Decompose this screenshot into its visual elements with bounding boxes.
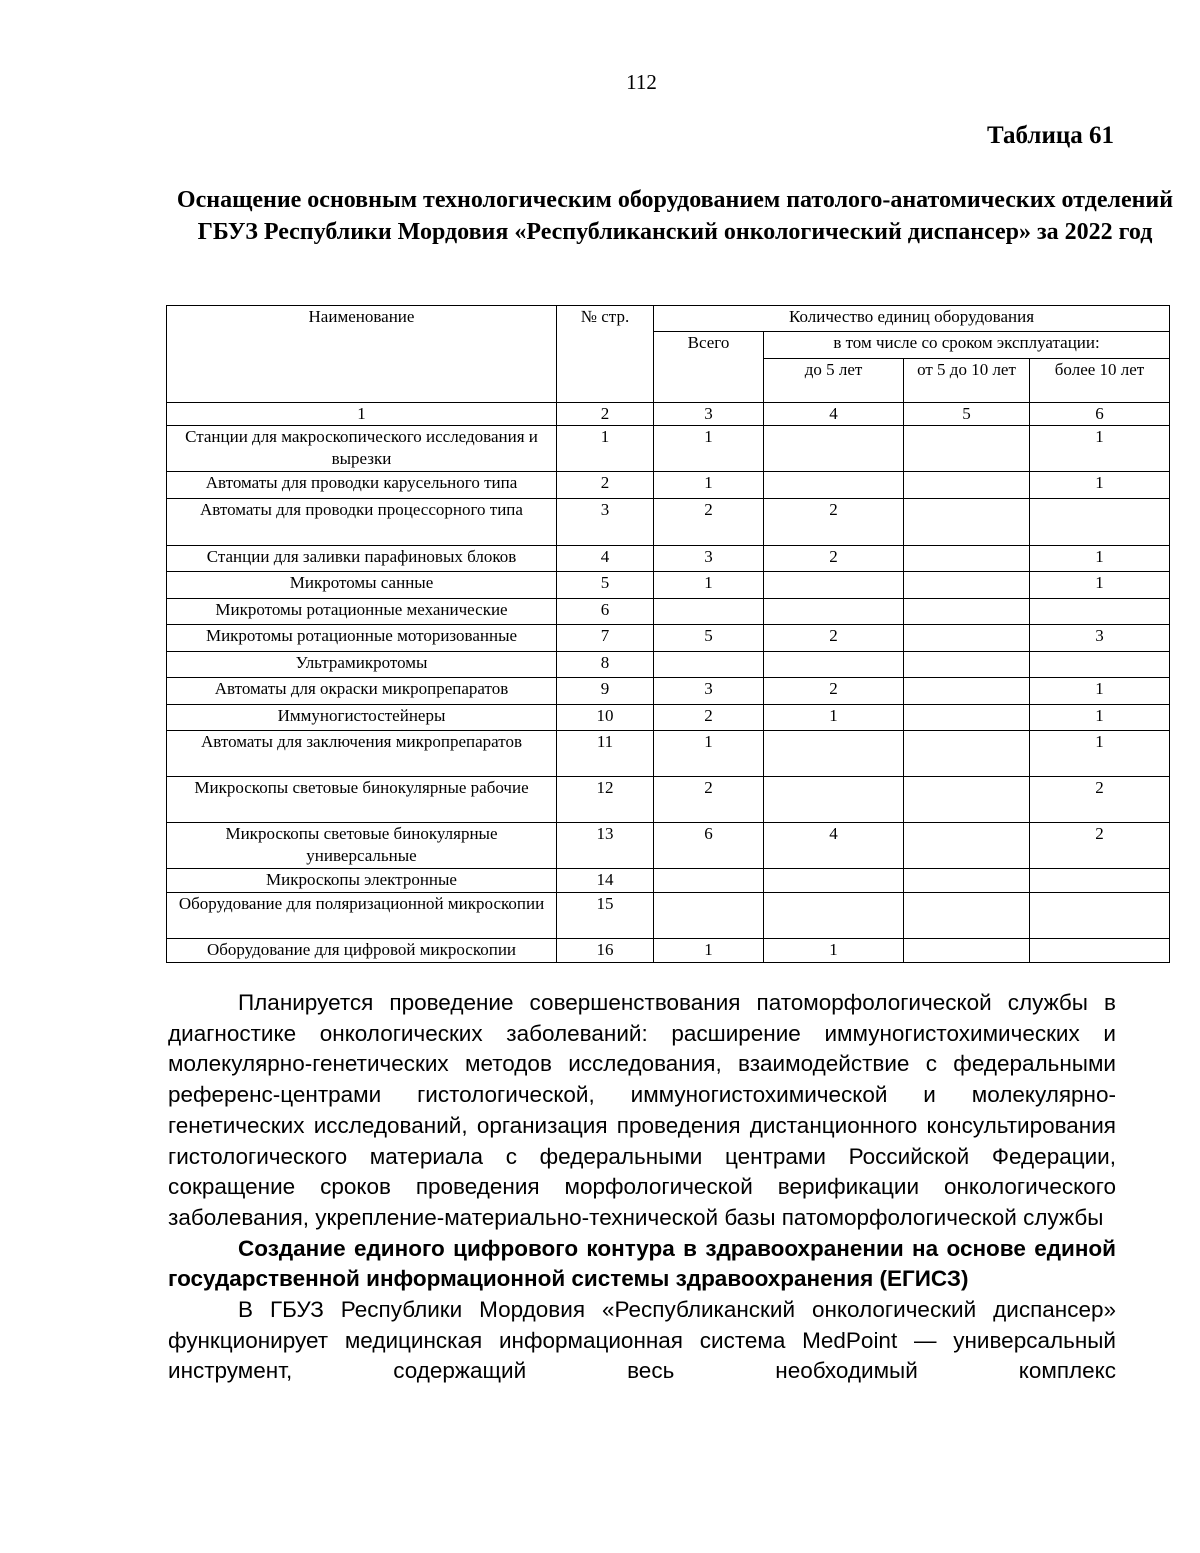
total-count: 3	[654, 678, 764, 705]
row-number: 16	[557, 939, 654, 963]
count-over-10: 2	[1030, 777, 1170, 823]
count-up-to-5	[764, 731, 904, 777]
table-row	[167, 731, 1170, 777]
count-over-10: 1	[1030, 572, 1170, 599]
equipment-name: Оборудование для поляризационной микроскопии	[167, 893, 557, 939]
column-number: 1	[167, 403, 557, 426]
count-over-10	[1030, 893, 1170, 939]
equipment-table	[166, 305, 1170, 963]
header-row-no: № стр.	[557, 306, 654, 403]
row-number: 3	[557, 499, 654, 546]
table-row	[167, 499, 1170, 546]
total-count: 2	[654, 499, 764, 546]
row-number: 2	[557, 472, 654, 499]
equipment-name: Микротомы ротационные моторизованные	[167, 625, 557, 652]
header-by-age: в том числе со сроком эксплуатации:	[764, 332, 1170, 359]
count-5-to-10	[904, 572, 1030, 599]
table-row	[167, 939, 1170, 963]
count-over-10: 1	[1030, 426, 1170, 472]
row-number: 10	[557, 705, 654, 731]
row-number: 12	[557, 777, 654, 823]
table-row	[167, 546, 1170, 572]
table-row	[167, 823, 1170, 869]
count-5-to-10	[904, 499, 1030, 546]
row-number: 14	[557, 869, 654, 893]
count-5-to-10	[904, 939, 1030, 963]
count-over-10	[1030, 599, 1170, 625]
table-row	[167, 705, 1170, 731]
count-over-10: 1	[1030, 731, 1170, 777]
total-count: 2	[654, 705, 764, 731]
body-text	[168, 988, 1116, 1387]
table-row	[167, 572, 1170, 599]
count-up-to-5: 2	[764, 546, 904, 572]
row-number: 7	[557, 625, 654, 652]
count-over-10: 1	[1030, 546, 1170, 572]
count-5-to-10	[904, 678, 1030, 705]
total-count: 5	[654, 625, 764, 652]
total-count	[654, 893, 764, 939]
equipment-name: Автоматы для проводки карусельного типа	[167, 472, 557, 499]
total-count	[654, 652, 764, 678]
paragraph-planning: Планируется проведение совершенствования патоморфологической службы в диагностике онкологических заболеваний: расширение иммуногистохимических и молекулярно-генетических методов исследования, взаимодействие с федеральными референс-центрами гистологической, иммуногистохимической и молекулярно-генетических исследований, организация проведения дистанционного консультирования гистологического материала с федеральными центрами Российской Федерации, сокращение сроков проведения морфологической верификации онкологического заболевания, укрепление-материально-технической базы патоморфологической службы	[168, 990, 1116, 1230]
table-title: Оснащение основным технологическим оборудованием патолого-анатомических отделений ГБУЗ Республики Мордовия «Республиканский онкологический диспансер» за 2022 год	[176, 187, 1174, 245]
total-count	[654, 599, 764, 625]
total-count: 1	[654, 731, 764, 777]
total-count: 1	[654, 426, 764, 472]
count-5-to-10	[904, 426, 1030, 472]
equipment-name: Автоматы для проводки процессорного типа	[167, 499, 557, 546]
equipment-name: Станции для макроскопического исследования и вырезки	[167, 426, 557, 472]
table-row	[167, 777, 1170, 823]
equipment-name: Микроскопы электронные	[167, 869, 557, 893]
header-quantity: Количество единиц оборудования	[654, 306, 1170, 332]
equipment-name: Ультрамикротомы	[167, 652, 557, 678]
row-number: 1	[557, 426, 654, 472]
equipment-name: Иммуногистостейнеры	[167, 705, 557, 731]
paragraph-medpoint: В ГБУЗ Республики Мордовия «Республиканский онкологический диспансер» функционирует медицинская информационная система MedPoint — универсальный инструмент, содержащий весь необходимый комплекс	[168, 1297, 1116, 1384]
count-over-10: 1	[1030, 678, 1170, 705]
count-5-to-10	[904, 705, 1030, 731]
equipment-name: Микроскопы световые бинокулярные универсальные	[167, 823, 557, 869]
count-5-to-10	[904, 472, 1030, 499]
count-over-10	[1030, 652, 1170, 678]
header-total: Всего	[654, 332, 764, 403]
column-number: 6	[1030, 403, 1170, 426]
count-up-to-5	[764, 426, 904, 472]
total-count: 3	[654, 546, 764, 572]
row-number: 13	[557, 823, 654, 869]
count-5-to-10	[904, 777, 1030, 823]
count-5-to-10	[904, 599, 1030, 625]
count-up-to-5: 1	[764, 939, 904, 963]
table-row	[167, 599, 1170, 625]
equipment-name: Микроскопы световые бинокулярные рабочие	[167, 777, 557, 823]
row-number: 4	[557, 546, 654, 572]
total-count: 1	[654, 572, 764, 599]
count-up-to-5	[764, 472, 904, 499]
total-count: 1	[654, 939, 764, 963]
header-up-to-5: до 5 лет	[764, 359, 904, 403]
count-up-to-5: 4	[764, 823, 904, 869]
column-number: 5	[904, 403, 1030, 426]
table-row	[167, 893, 1170, 939]
count-5-to-10	[904, 652, 1030, 678]
count-up-to-5	[764, 893, 904, 939]
table-row	[167, 652, 1170, 678]
count-up-to-5: 2	[764, 499, 904, 546]
count-over-10	[1030, 939, 1170, 963]
total-count: 6	[654, 823, 764, 869]
count-over-10: 1	[1030, 705, 1170, 731]
equipment-name: Микротомы санные	[167, 572, 557, 599]
table-label: Таблица 61	[986, 122, 1114, 149]
header-5-to-10: от 5 до 10 лет	[904, 359, 1030, 403]
count-5-to-10	[904, 731, 1030, 777]
row-number: 9	[557, 678, 654, 705]
total-count: 1	[654, 472, 764, 499]
table-row	[167, 426, 1170, 472]
header-over-10: более 10 лет	[1030, 359, 1170, 403]
row-number: 15	[557, 893, 654, 939]
count-up-to-5: 2	[764, 678, 904, 705]
count-over-10: 2	[1030, 823, 1170, 869]
table-row	[167, 869, 1170, 893]
section-heading: Создание единого цифрового контура в здравоохранении на основе единой государственной информационной системы здравоохранения (ЕГИСЗ)	[168, 1235, 1116, 1292]
equipment-name: Оборудование для цифровой микроскопии	[167, 939, 557, 963]
header-name: Наименование	[167, 306, 557, 403]
equipment-name: Автоматы для окраски микропрепаратов	[167, 678, 557, 705]
row-number: 6	[557, 599, 654, 625]
column-number: 2	[557, 403, 654, 426]
count-5-to-10	[904, 869, 1030, 893]
count-5-to-10	[904, 893, 1030, 939]
count-over-10	[1030, 499, 1170, 546]
count-over-10	[1030, 869, 1170, 893]
page-number: 112	[626, 70, 657, 94]
column-number-row	[167, 403, 1170, 426]
total-count: 2	[654, 777, 764, 823]
count-up-to-5: 2	[764, 625, 904, 652]
row-number: 8	[557, 652, 654, 678]
table-row	[167, 625, 1170, 652]
count-up-to-5	[764, 599, 904, 625]
row-number: 5	[557, 572, 654, 599]
table-row	[167, 472, 1170, 499]
column-number: 3	[654, 403, 764, 426]
count-up-to-5	[764, 869, 904, 893]
equipment-name: Микротомы ротационные механические	[167, 599, 557, 625]
count-over-10: 3	[1030, 625, 1170, 652]
row-number: 11	[557, 731, 654, 777]
total-count	[654, 869, 764, 893]
count-up-to-5	[764, 777, 904, 823]
table-row	[167, 678, 1170, 705]
count-5-to-10	[904, 823, 1030, 869]
count-over-10: 1	[1030, 472, 1170, 499]
equipment-name: Автоматы для заключения микропрепаратов	[167, 731, 557, 777]
column-number: 4	[764, 403, 904, 426]
count-up-to-5	[764, 652, 904, 678]
count-5-to-10	[904, 546, 1030, 572]
count-up-to-5: 1	[764, 705, 904, 731]
count-5-to-10	[904, 625, 1030, 652]
count-up-to-5	[764, 572, 904, 599]
equipment-name: Станции для заливки парафиновых блоков	[167, 546, 557, 572]
